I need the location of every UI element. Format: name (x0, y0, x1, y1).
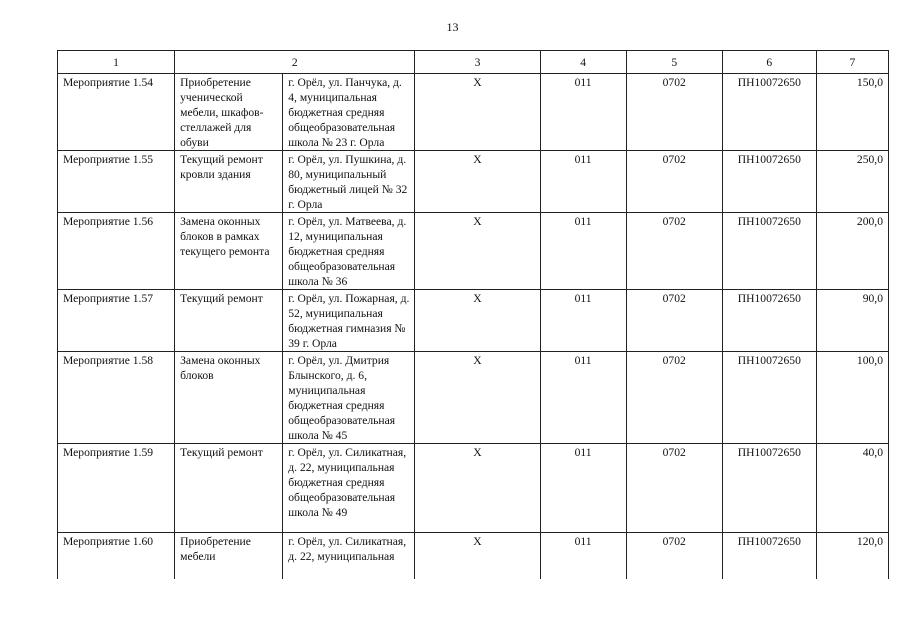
table-row (58, 352, 889, 444)
amount-cell: 250,0 (816, 151, 888, 213)
col4-cell: 011 (540, 213, 626, 290)
col5-cell: 0702 (626, 74, 722, 151)
amount-cell: 120,0 (816, 533, 888, 579)
column-header-5: 5 (626, 51, 722, 74)
col3-cell: X (415, 533, 540, 579)
description-cell: Приобретение ученической мебели, шкафов-стеллажей для обуви (175, 74, 283, 151)
col6-cell: ПН10072650 (722, 74, 816, 151)
address-cell: г. Орёл, ул. Силикатная, д. 22, муниципальная (283, 533, 415, 579)
col5-cell: 0702 (626, 290, 722, 352)
event-cell: Мероприятие 1.54 (58, 74, 175, 151)
address-cell: г. Орёл, ул. Силикатная, д. 22, муниципальная бюджетная средняя общеобразовательная школа № 49 (283, 444, 415, 533)
column-header-3: 3 (415, 51, 540, 74)
table-row (58, 533, 889, 579)
col3-cell: X (415, 352, 540, 444)
address-cell: г. Орёл, ул. Матвеева, д. 12, муниципальная бюджетная средняя общеобразовательная школа № 36 (283, 213, 415, 290)
page-number: 13 (446, 20, 459, 34)
description-cell: Приобретение мебели (175, 533, 283, 579)
col3-cell: X (415, 74, 540, 151)
col4-cell: 011 (540, 352, 626, 444)
column-header-6: 6 (722, 51, 816, 74)
col3-cell: X (415, 444, 540, 533)
col3-cell: X (415, 213, 540, 290)
col5-cell: 0702 (626, 213, 722, 290)
table-row (58, 74, 889, 151)
col6-cell: ПН10072650 (722, 213, 816, 290)
amount-cell: 40,0 (816, 444, 888, 533)
description-cell: Текущий ремонт кровли здания (175, 151, 283, 213)
col3-cell: X (415, 151, 540, 213)
address-cell: г. Орёл, ул. Дмитрия Блынского, д. 6, муниципальная бюджетная средняя общеобразовательная школа № 45 (283, 352, 415, 444)
description-cell: Текущий ремонт (175, 444, 283, 533)
address-cell: г. Орёл, ул. Пожарная, д. 52, муниципальная бюджетная гимназия № 39 г. Орла (283, 290, 415, 352)
col4-cell: 011 (540, 444, 626, 533)
event-cell: Мероприятие 1.60 (58, 533, 175, 579)
description-cell: Замена оконных блоков в рамках текущего ремонта (175, 213, 283, 290)
col6-cell: ПН10072650 (722, 290, 816, 352)
col4-cell: 011 (540, 290, 626, 352)
col5-cell: 0702 (626, 533, 722, 579)
column-header-2: 2 (175, 51, 415, 74)
col4-cell: 011 (540, 151, 626, 213)
col6-cell: ПН10072650 (722, 444, 816, 533)
col4-cell: 011 (540, 74, 626, 151)
amount-cell: 100,0 (816, 352, 888, 444)
col6-cell: ПН10072650 (722, 151, 816, 213)
table-row (58, 151, 889, 213)
event-cell: Мероприятие 1.57 (58, 290, 175, 352)
column-header-1: 1 (58, 51, 175, 74)
col6-cell: ПН10072650 (722, 533, 816, 579)
address-cell: г. Орёл, ул. Пушкина, д. 80, муниципальный бюджетный лицей № 32 г. Орла (283, 151, 415, 213)
col5-cell: 0702 (626, 444, 722, 533)
column-header-7: 7 (816, 51, 888, 74)
amount-cell: 90,0 (816, 290, 888, 352)
col5-cell: 0702 (626, 352, 722, 444)
table-row (58, 444, 889, 533)
amount-cell: 200,0 (816, 213, 888, 290)
col3-cell: X (415, 290, 540, 352)
table-header-row (58, 51, 889, 74)
description-cell: Замена оконных блоков (175, 352, 283, 444)
description-cell: Текущий ремонт (175, 290, 283, 352)
col5-cell: 0702 (626, 151, 722, 213)
col6-cell: ПН10072650 (722, 352, 816, 444)
address-cell: г. Орёл, ул. Панчука, д. 4, муниципальная бюджетная средняя общеобразовательная школа № 23 г. Орла (283, 74, 415, 151)
table-row (58, 213, 889, 290)
amount-cell: 150,0 (816, 74, 888, 151)
event-cell: Мероприятие 1.59 (58, 444, 175, 533)
event-cell: Мероприятие 1.55 (58, 151, 175, 213)
event-cell: Мероприятие 1.58 (58, 352, 175, 444)
table-row (58, 290, 889, 352)
budget-table (57, 50, 889, 579)
event-cell: Мероприятие 1.56 (58, 213, 175, 290)
column-header-4: 4 (540, 51, 626, 74)
col4-cell: 011 (540, 533, 626, 579)
